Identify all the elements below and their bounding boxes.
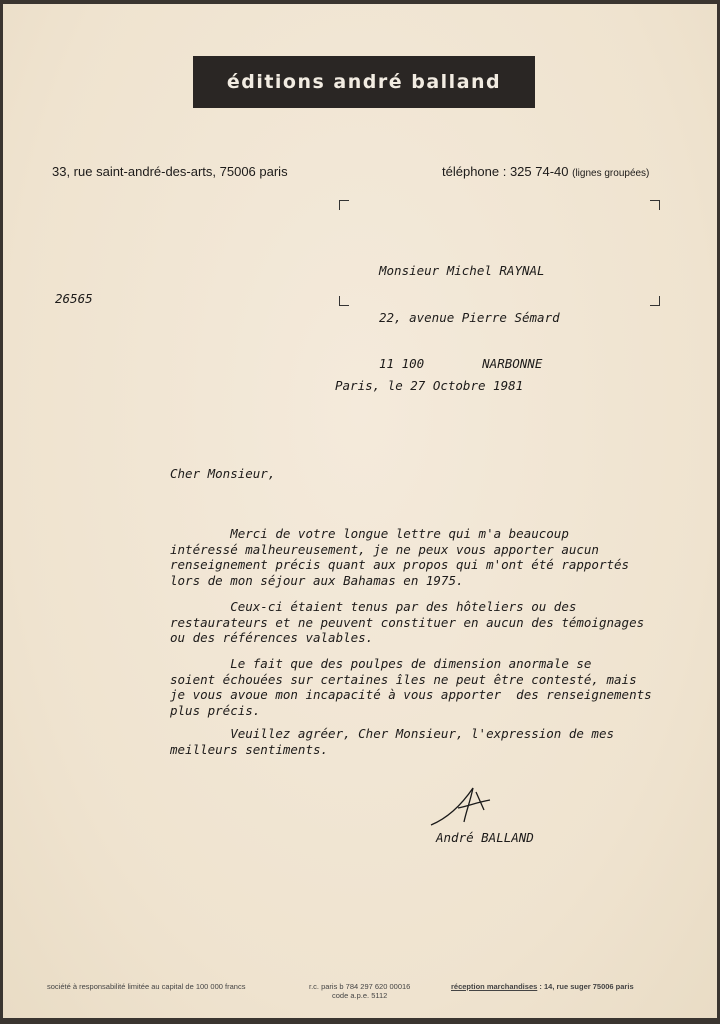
window-corner-mark xyxy=(339,200,349,210)
sender-address: 33, rue saint-andré-des-arts, 75006 paris xyxy=(52,164,288,179)
footer-company-info: société à responsabilité limitée au capital de 100 000 francs xyxy=(47,982,246,991)
recipient-street: 22, avenue Pierre Sémard xyxy=(379,309,560,325)
footer-reception-label: réception marchandises xyxy=(451,982,538,991)
body-paragraph: Veuillez agréer, Cher Monsieur, l'expression de mes meilleurs sentiments. xyxy=(170,726,615,757)
recipient-postcode: 11 100 xyxy=(379,356,425,371)
recipient-city-line xyxy=(379,356,560,372)
footer-reception-address: : 14, rue suger 75006 paris xyxy=(539,982,634,991)
handwritten-signature xyxy=(428,780,498,830)
recipient-city: NARBONNE xyxy=(482,356,543,371)
letter-date: Paris, le 27 Octobre 1981 xyxy=(335,378,524,393)
footer-rc: r.c. paris b 784 297 620 00016 xyxy=(309,982,411,991)
footer-ape: code a.p.e. 5112 xyxy=(332,991,388,1000)
publisher-logo: éditions andré balland xyxy=(193,56,535,108)
body-paragraph: Ceux-ci étaient tenus par des hôteliers ou des restaurateurs et ne peuvent constituer en aucun des témoignages ou des références valables. xyxy=(170,599,645,645)
recipient-block xyxy=(379,232,560,403)
salutation: Cher Monsieur, xyxy=(170,466,276,481)
footer-registration xyxy=(309,982,410,1000)
signatory-name: André BALLAND xyxy=(436,830,534,845)
phone-number: téléphone : 325 74-40 xyxy=(442,164,569,179)
sender-phone xyxy=(442,164,649,179)
recipient-name: Monsieur Michel RAYNAL xyxy=(379,263,545,278)
window-corner-mark xyxy=(339,296,349,306)
letter-page xyxy=(3,4,717,1018)
body-paragraph: Merci de votre longue lettre qui m'a beaucoup intéressé malheureusement, je ne peux vous apporter aucun renseignement précis quant aux propos qui m'ont été rapportés lors de mon séjour aux Bahamas en 1975. xyxy=(170,526,630,588)
footer-reception xyxy=(451,982,634,991)
body-paragraph: Le fait que des poulpes de dimension anormale se soient échouées sur certaines îles ne peut être contesté, mais je vous avoue mon incapacité à vous apporter des renseignements plus précis. xyxy=(170,656,652,718)
reference-number: 26565 xyxy=(55,291,93,306)
phone-note: (lignes groupées) xyxy=(572,168,650,179)
window-corner-mark xyxy=(650,296,660,306)
window-corner-mark xyxy=(650,200,660,210)
